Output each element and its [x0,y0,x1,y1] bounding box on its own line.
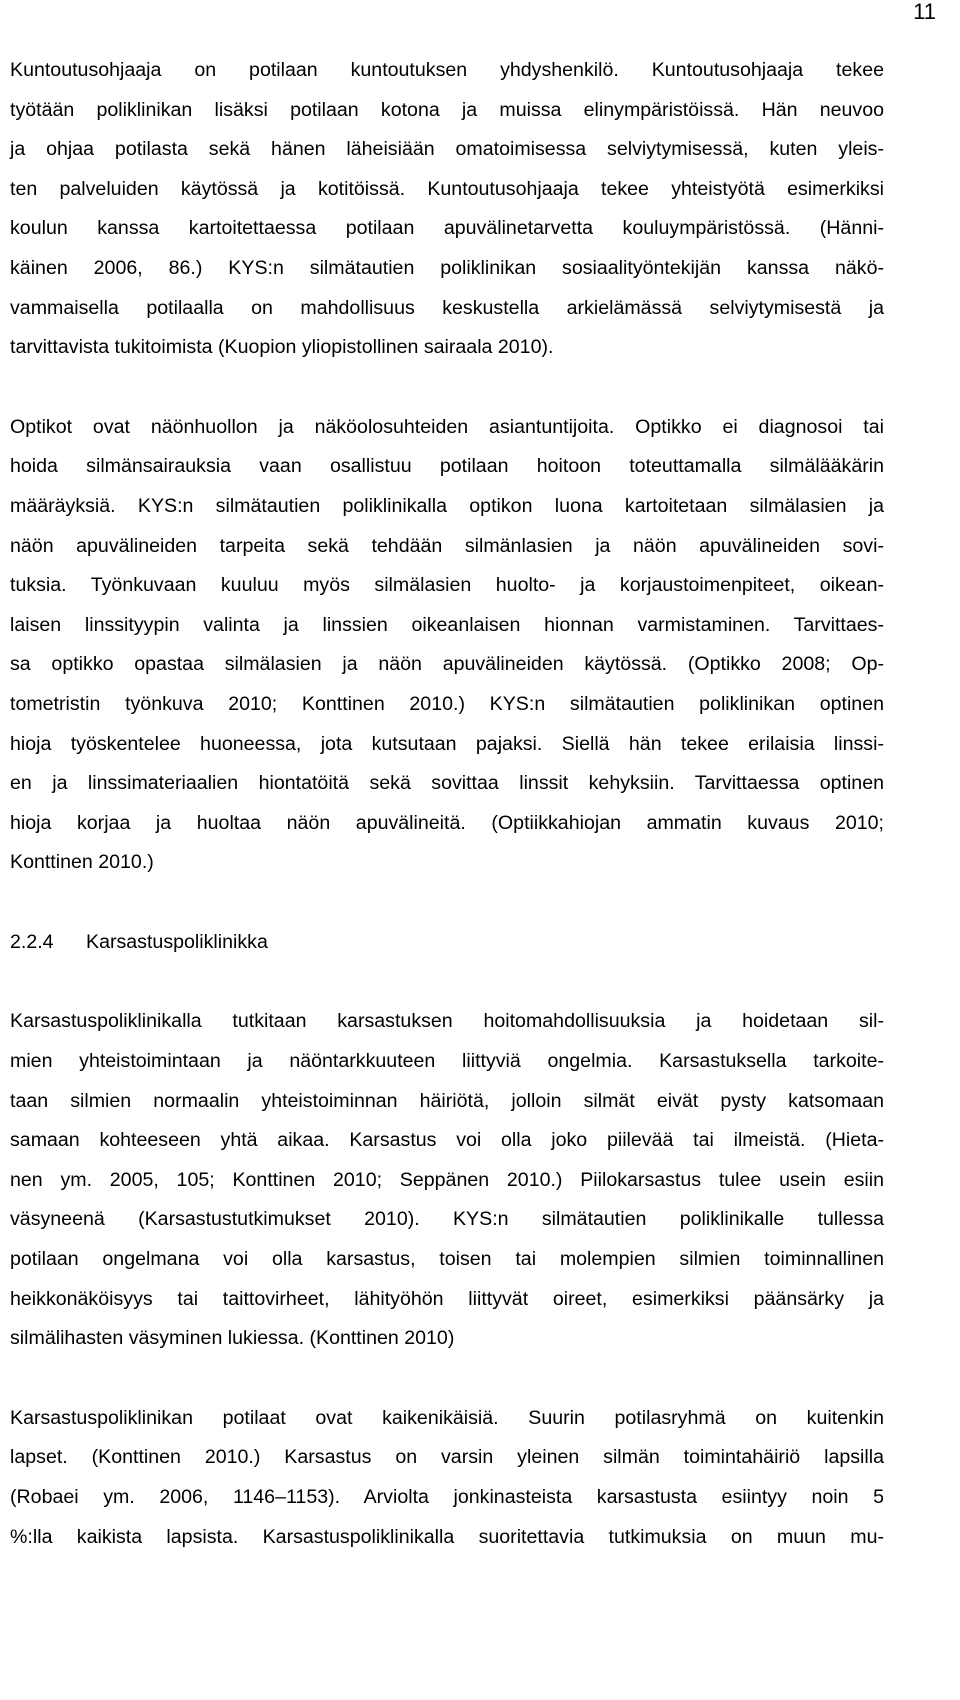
page-number: 11 [913,0,936,24]
text-line: käinen 2006, 86.) KYS:n silmätautien poliklinikan sosiaalityöntekijän kanssa näkö- [10,256,884,279]
document-body [10,51,884,1557]
text-line: tuksia. Työnkuvaan kuuluu myös silmälasien huolto- ja korjaustoimenpiteet, oikean- [10,574,884,597]
text-line: työtään poliklinikan lisäksi potilaan kotona ja muissa elinympäristöissä. Hän neuvoo [10,98,884,121]
text-line: hioja työskentelee huoneessa, jota kutsutaan pajaksi. Siellä hän tekee erilaisia linssi- [10,732,884,755]
text-line: ja ohjaa potilasta sekä hänen läheisiään omatoimisessa selviytymisessä, kuten yleis- [10,138,884,161]
text-line: määräyksiä. KYS:n silmätautien poliklinikalla optikon luona kartoitetaan silmälasien ja [10,494,884,517]
text-line: potilaan ongelmana voi olla karsastus, toisen tai molempien silmien toiminnallinen [10,1248,884,1271]
text-line: laisen linssityypin valinta ja linssien oikeanlaisen hionnan varmistaminen. Tarvittaes- [10,613,884,636]
text-line: en ja linssimateriaalien hiontatöitä sekä sovittaa linssit kehyksiin. Tarvittaessa optinen [10,772,884,795]
section-heading [10,923,884,963]
text-line: sa optikko opastaa silmälasien ja näön apuvälineiden käytössä. (Optikko 2008; Op- [10,653,884,676]
text-line: koulun kanssa kartoitettaessa potilaan apuvälinetarvetta kouluympäristössä. (Hänni- [10,217,884,240]
text-line: näön apuvälineiden tarpeita sekä tehdään silmänlasien ja näön apuvälineiden sovi- [10,534,884,557]
text-line: tarvittavista tukitoimista (Kuopion yliopistollinen sairaala 2010). [10,336,554,359]
body-paragraph [10,1399,884,1557]
text-line: %:lla kaikista lapsista. Karsastuspoliklinikalla suoritettavia tutkimuksia on muun mu- [10,1525,884,1548]
text-line: taan silmien normaalin yhteistoiminnan häiriötä, jolloin silmät eivät pysty katsomaan [10,1089,884,1112]
section-title: Karsastuspoliklinikka [86,930,268,953]
text-line: vammaisella potilaalla on mahdollisuus keskustella arkielämässä selviytymisestä ja [10,296,884,319]
text-line: Karsastuspoliklinikalla tutkitaan karsastuksen hoitomahdollisuuksia ja hoidetaan sil- [10,1010,884,1033]
text-line: mien yhteistoimintaan ja näöntarkkuuteen liittyviä ongelmia. Karsastuksella tarkoite- [10,1050,884,1073]
text-line: tometristin työnkuva 2010; Konttinen 2010.) KYS:n silmätautien poliklinikan optinen [10,692,884,715]
text-line: väsyneenä (Karsastustutkimukset 2010). KYS:n silmätautien poliklinikalle tullessa [10,1208,884,1231]
text-line: hioja korjaa ja huoltaa näön apuvälineitä. (Optiikkahiojan ammatin kuvaus 2010; [10,811,884,834]
body-paragraph [10,1002,884,1358]
text-line: hoida silmänsairauksia vaan osallistuu potilaan hoitoon toteuttamalla silmälääkärin [10,455,884,478]
text-line: Kuntoutusohjaaja on potilaan kuntoutuksen yhdyshenkilö. Kuntoutusohjaaja tekee [10,59,884,81]
body-paragraph [10,408,884,883]
text-line: ten palveluiden käytössä ja kotitöissä. Kuntoutusohjaaja tekee yhteistyötä esimerkiksi [10,177,884,200]
text-line: nen ym. 2005, 105; Konttinen 2010; Seppänen 2010.) Piilokarsastus tulee usein esiin [10,1168,884,1191]
text-line: lapset. (Konttinen 2010.) Karsastus on varsin yleinen silmän toimintahäiriö lapsilla [10,1446,884,1469]
text-line: Konttinen 2010.) [10,851,154,874]
text-line: samaan kohteeseen yhtä aikaa. Karsastus voi olla joko piilevää tai ilmeistä. (Hieta- [10,1129,884,1152]
text-line: Optikot ovat näönhuollon ja näköolosuhteiden asiantuntijoita. Optikko ei diagnosoi tai [10,415,884,438]
body-paragraph [10,51,884,368]
text-line: Karsastuspoliklinikan potilaat ovat kaikenikäisiä. Suurin potilasryhmä on kuitenkin [10,1406,884,1429]
text-line: (Robaei ym. 2006, 1146–1153). Arviolta jonkinasteista karsastusta esiintyy noin 5 [10,1486,884,1508]
text-line: heikkonäköisyys tai taittovirheet, lähityöhön liittyvät oireet, esimerkiksi päänsärky ja [10,1287,884,1310]
text-line: silmälihasten väsyminen lukiessa. (Konttinen 2010) [10,1327,455,1350]
section-number: 2.2.4 [10,930,54,953]
